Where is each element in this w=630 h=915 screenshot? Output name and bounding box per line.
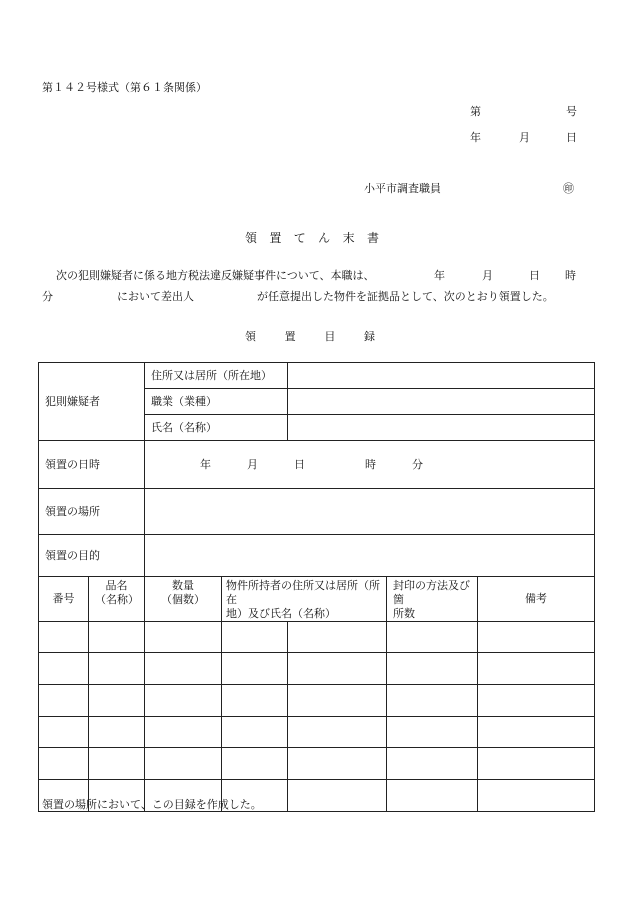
body-month: 月 [482, 269, 493, 282]
date-month: 月 [519, 131, 530, 144]
table-cell[interactable] [39, 748, 89, 780]
table-cell[interactable] [288, 653, 387, 685]
name-label: 氏名（名称） [145, 415, 288, 441]
table-cell[interactable] [288, 685, 387, 717]
form-number: 第１４２号様式（第６１条関係） [42, 81, 207, 94]
name-field[interactable] [288, 415, 595, 441]
list-title-char: 置 [284, 330, 296, 343]
body-year: 年 [434, 269, 445, 282]
table-cell[interactable] [387, 685, 478, 717]
table-cell[interactable] [387, 653, 478, 685]
table-row [39, 717, 595, 748]
table-cell[interactable] [222, 622, 288, 653]
table-cell[interactable] [387, 717, 478, 748]
title-char: て [293, 231, 306, 245]
table-cell[interactable] [39, 685, 89, 717]
table-cell[interactable] [89, 717, 145, 748]
table-cell[interactable] [145, 717, 222, 748]
table-cell[interactable] [222, 653, 288, 685]
occupation-label: 職業（業種） [145, 389, 288, 415]
document-title [245, 231, 379, 245]
datetime-field[interactable] [145, 441, 595, 489]
datetime-month: 月 [247, 457, 258, 471]
body-rest-text: が任意提出した物件を証拠品として、次のとおり領置した。 [257, 290, 554, 303]
col-header-owner-line2: 地）及び氏名（名称） [226, 607, 336, 620]
body-hour: 時 [565, 269, 576, 282]
datetime-label: 領置の日時 [39, 441, 145, 489]
table-cell[interactable] [39, 717, 89, 748]
datetime-minute: 分 [412, 457, 423, 471]
title-char: 領 [245, 231, 258, 245]
datetime-year: 年 [200, 457, 211, 471]
footer-note: 領置の場所において、この目録を作成した。 [42, 798, 262, 811]
purpose-label: 領置の目的 [39, 535, 145, 577]
table-cell[interactable] [387, 748, 478, 780]
list-title-char: 録 [363, 330, 375, 343]
table-cell[interactable] [145, 622, 222, 653]
purpose-field[interactable] [145, 535, 595, 577]
title-char: ん [318, 231, 331, 245]
table-cell[interactable] [478, 653, 595, 685]
table-cell[interactable] [478, 685, 595, 717]
place-field[interactable] [145, 489, 595, 535]
table-cell[interactable] [89, 653, 145, 685]
col-header-item-line2: （名称） [95, 593, 139, 606]
title-char: 末 [342, 231, 355, 245]
table-cell[interactable] [39, 622, 89, 653]
table-row [39, 748, 595, 780]
title-char: 書 [366, 231, 379, 245]
table-cell[interactable] [145, 685, 222, 717]
body-day: 日 [529, 269, 540, 282]
table-cell[interactable] [478, 748, 595, 780]
col-header-seal-line1: 封印の方法及び箇 [393, 579, 470, 606]
seizure-table [38, 362, 595, 812]
col-header-remarks: 備考 [478, 577, 595, 622]
address-label: 住所又は居所（所在地） [145, 363, 288, 389]
suspect-label: 犯則嫌疑者 [39, 363, 145, 441]
table-cell[interactable] [145, 748, 222, 780]
col-header-quantity-line1: 数量 [172, 579, 194, 592]
table-cell[interactable] [288, 622, 387, 653]
table-row [39, 653, 595, 685]
table-row [39, 685, 595, 717]
table-cell[interactable] [387, 622, 478, 653]
table-cell[interactable] [288, 780, 387, 812]
col-header-number: 番号 [39, 577, 89, 622]
table-cell[interactable] [222, 748, 288, 780]
col-header-quantity [145, 577, 222, 622]
table-cell[interactable] [478, 780, 595, 812]
col-header-owner-line1: 物件所持者の住所又は居所（所在 [226, 579, 380, 606]
col-header-owner [222, 577, 387, 622]
body-minute: 分 [42, 290, 53, 303]
title-char: 置 [269, 231, 282, 245]
address-field[interactable] [288, 363, 595, 389]
body-line1-text: 次の犯則嫌疑者に係る地方税法違反嫌疑事件について、本職は、 [56, 269, 375, 282]
seal-mark: ㊞ [563, 182, 574, 195]
col-header-seal-line2: 所数 [393, 607, 415, 620]
col-header-quantity-line2: （個数） [161, 593, 205, 606]
datetime-hour: 時 [365, 457, 376, 471]
date-year: 年 [470, 131, 481, 144]
list-title-char: 目 [324, 330, 336, 343]
date-day: 日 [566, 131, 577, 144]
table-cell[interactable] [89, 748, 145, 780]
datetime-day: 日 [294, 457, 305, 471]
table-cell[interactable] [478, 717, 595, 748]
col-header-item [89, 577, 145, 622]
table-cell[interactable] [478, 622, 595, 653]
table-cell[interactable] [222, 685, 288, 717]
table-cell[interactable] [145, 653, 222, 685]
table-cell[interactable] [288, 717, 387, 748]
col-header-seal [387, 577, 478, 622]
list-title [245, 330, 375, 344]
table-cell[interactable] [288, 748, 387, 780]
doc-number-suffix: 号 [566, 105, 577, 118]
list-title-char: 領 [245, 330, 256, 343]
official-title: 小平市調査職員 [364, 182, 441, 195]
table-cell[interactable] [89, 685, 145, 717]
body-place-text: において差出人 [117, 290, 194, 303]
table-cell[interactable] [222, 717, 288, 748]
table-cell[interactable] [387, 780, 478, 812]
doc-number-prefix: 第 [470, 105, 481, 118]
table-row [39, 622, 595, 653]
table-cell[interactable] [89, 622, 145, 653]
occupation-field[interactable] [288, 389, 595, 415]
table-cell[interactable] [39, 653, 89, 685]
col-header-item-line1: 品名 [105, 579, 128, 592]
place-label: 領置の場所 [39, 489, 145, 535]
